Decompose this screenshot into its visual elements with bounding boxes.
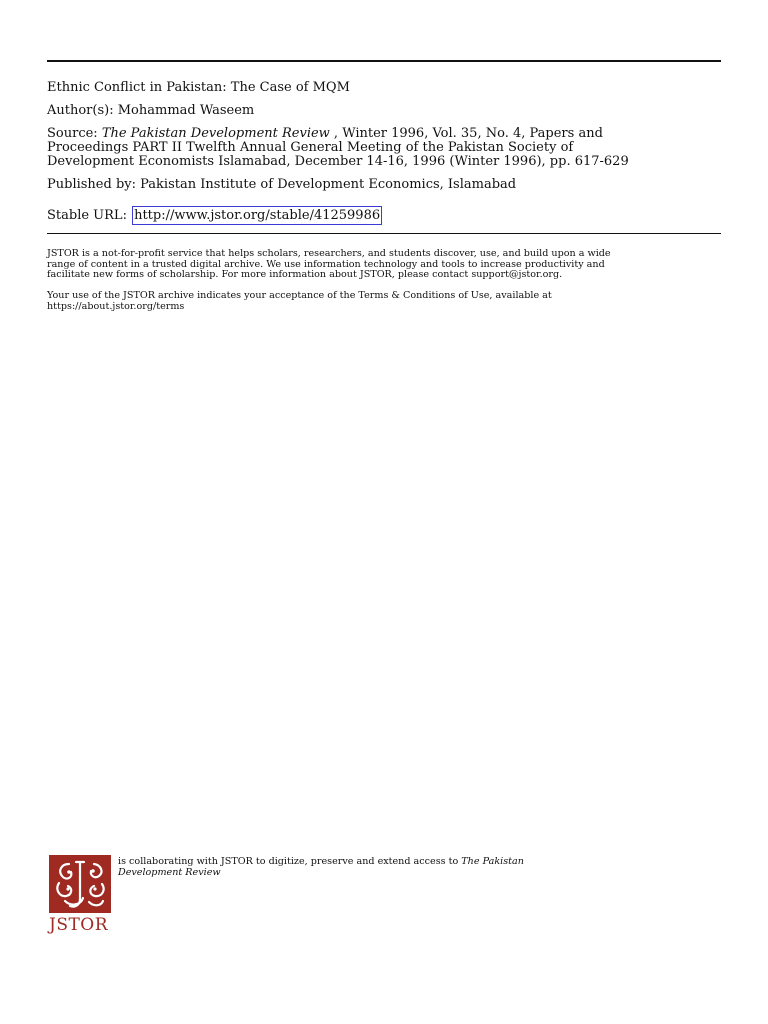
notice-line-3: facilitate new forms of scholarship. For more information about JSTOR, please contact support@jstor.org. bbox=[47, 269, 563, 280]
jstor-wordmark: JSTOR bbox=[49, 915, 109, 935]
stable-url-label: Stable URL: bbox=[47, 208, 132, 223]
article-title: Ethnic Conflict in Pakistan: The Case of MQM bbox=[47, 80, 350, 95]
source-details: , Winter 1996, Vol. 35, No. 4, Papers and bbox=[329, 126, 603, 141]
jstor-logo-icon bbox=[49, 855, 111, 913]
article-authors: Author(s): Mohammad Waseem bbox=[47, 103, 255, 118]
collab-journal-1: The Pakistan bbox=[461, 856, 524, 867]
terms-line-1: Your use of the JSTOR archive indicates your acceptance of the Terms & Conditions of Use, available at bbox=[47, 290, 552, 301]
source-label: Source: bbox=[47, 126, 102, 141]
jstor-notice bbox=[47, 249, 727, 281]
collaboration-notice bbox=[118, 856, 738, 878]
source-line-2: Proceedings PART II Twelfth Annual General Meeting of the Pakistan Society of bbox=[47, 140, 574, 155]
stable-url-link[interactable]: http://www.jstor.org/stable/41259986 bbox=[134, 208, 381, 223]
jstor-logo-svg bbox=[49, 855, 111, 913]
source-line-3: Development Economists Islamabad, December 14-16, 1996 (Winter 1996), pp. 617-629 bbox=[47, 154, 629, 169]
collab-journal-2: Development Review bbox=[118, 867, 221, 878]
jstor-logo bbox=[49, 855, 115, 935]
stable-url-row bbox=[47, 206, 727, 225]
notice-line-1: JSTOR is a not-for-profit service that helps scholars, researchers, and students discover, use, and build upon a wide bbox=[47, 248, 611, 259]
collab-line-1 bbox=[118, 856, 738, 867]
collab-text: is collaborating with JSTOR to digitize, preserve and extend access to bbox=[118, 856, 462, 867]
terms-notice bbox=[47, 291, 727, 312]
article-source bbox=[47, 127, 727, 169]
section-divider bbox=[47, 233, 721, 234]
source-journal: The Pakistan Development Review bbox=[101, 126, 330, 141]
terms-line-2: https://about.jstor.org/terms bbox=[47, 300, 185, 312]
top-divider bbox=[47, 60, 721, 62]
source-line-1 bbox=[47, 127, 727, 141]
notice-line-2: range of content in a trusted digital archive. We use information technology and tools to increase productivity and bbox=[47, 258, 605, 270]
article-publisher: Published by: Pakistan Institute of Development Economics, Islamabad bbox=[47, 177, 517, 192]
